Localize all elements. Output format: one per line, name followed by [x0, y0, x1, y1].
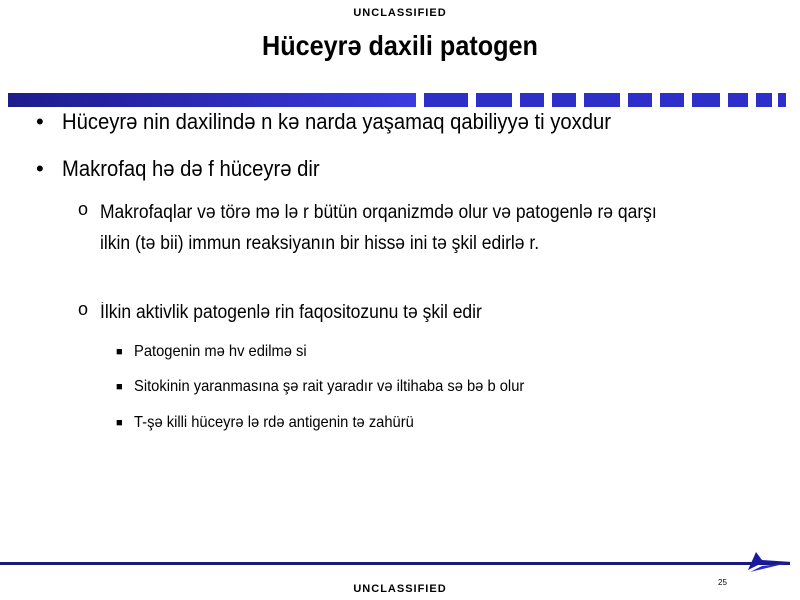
bullet-item	[36, 109, 659, 135]
bullet-marker: •	[36, 156, 44, 181]
sub-bullet-marker: o	[78, 199, 89, 219]
bullet-item	[36, 156, 342, 182]
square-bullet-marker: ■	[116, 346, 123, 358]
sub-sub-bullet-item	[116, 414, 438, 432]
slide-title: Hüceyrə daxili patogen	[262, 30, 538, 61]
sub-bullet-text: İlkin aktivlik patogenlə rin faqositozunu tə şkil edir	[100, 302, 482, 323]
bullet-marker: •	[36, 109, 44, 134]
sub-sub-bullet-text: Patogenin mə hv edilmə si	[134, 343, 307, 360]
classification-banner-top: UNCLASSIFIED	[353, 7, 447, 19]
sub-sub-bullet-item	[116, 343, 322, 361]
sub-bullet-marker: o	[78, 299, 89, 319]
sub-bullet-item	[78, 297, 740, 328]
classification-banner-bottom: UNCLASSIFIED	[353, 583, 447, 595]
footer-arrow-icon	[748, 552, 792, 574]
sub-sub-bullet-item	[116, 378, 558, 396]
page-number: 25	[718, 578, 727, 587]
square-bullet-marker: ■	[116, 381, 123, 393]
bullet-text: Makrofaq hə də f hüceyrə dir	[62, 156, 320, 181]
sub-bullet-item	[78, 197, 740, 259]
sub-sub-bullet-text: Sitokinin yaranmasına şə rait yaradır və iltihaba sə bə b olur	[134, 378, 525, 395]
sub-bullet-text: Makrofaqlar və törə mə lə r bütün orqanizmdə olur və patogenlə rə qarşı ilkin (tə bii) immun reaksiyanın bir hissə ini tə şkil edirlə r.	[100, 202, 657, 254]
bullet-text: Hüceyrə nin daxilində n kə narda yaşamaq qabiliyyə ti yoxdur	[62, 109, 612, 134]
sub-sub-bullet-text: T-şə killi hüceyrə lə rdə antigenin tə zahürü	[134, 414, 414, 431]
footer-rule	[0, 562, 790, 565]
square-bullet-marker: ■	[116, 417, 123, 429]
